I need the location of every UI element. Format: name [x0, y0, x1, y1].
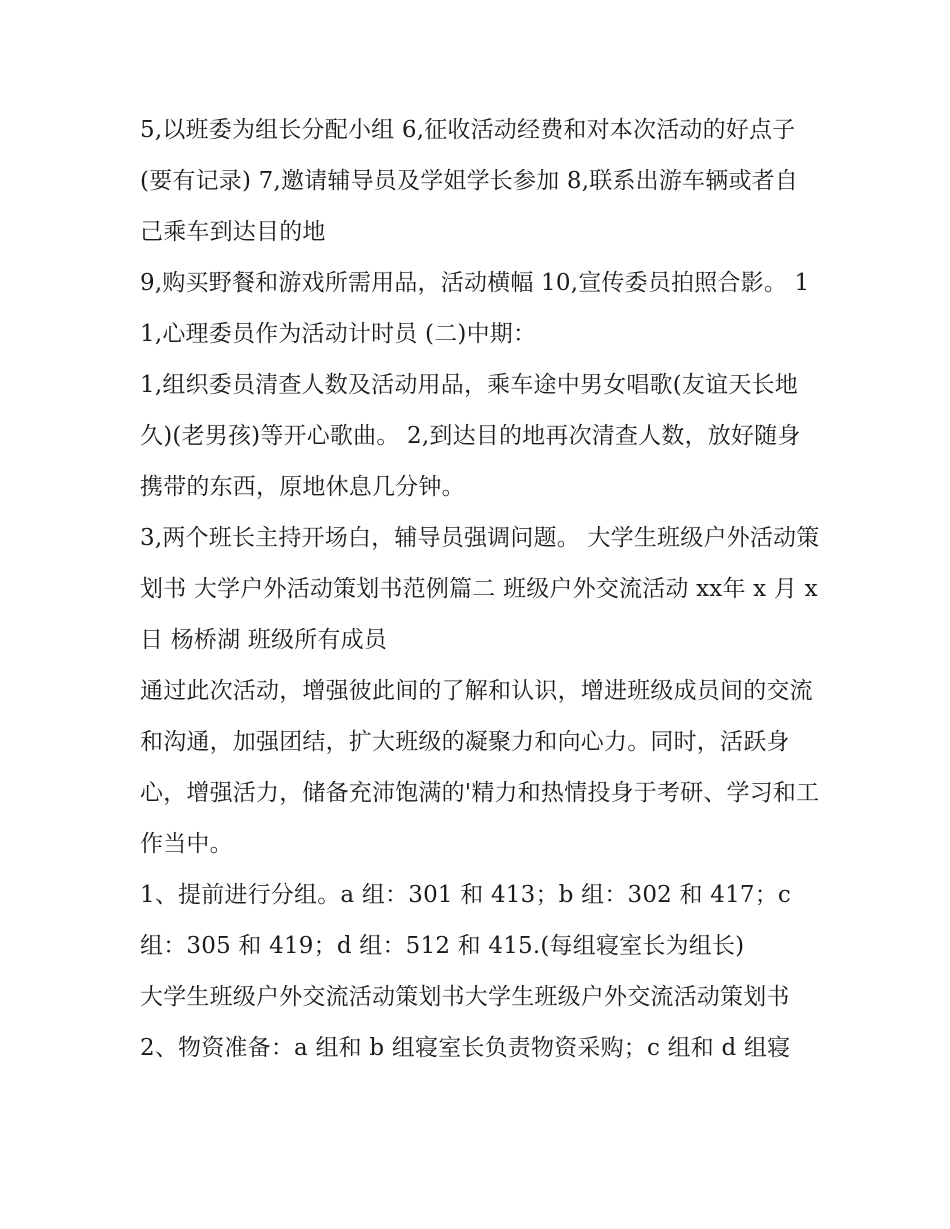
- paragraph-7: 大学生班级户外交流活动策划书大学生班级户外交流活动策划书: [140, 984, 790, 1010]
- paragraph-6: 1、提前进行分组。a 组：301 和 413；b 组：302 和 417；c 组：305 和 419；d 组：512 和 415.(每组寝室长为组长): [140, 882, 792, 959]
- paragraph-2: 9,购买野餐和游戏所需用品，活动横幅 10,宣传委员拍照合影。 11,心理委员作为活动计时员 (二)中期：: [140, 270, 810, 347]
- paragraph-3: 1,组织委员清查人数及活动用品，乘车途中男女唱歌(友谊天长地久)(老男孩)等开心歌曲。 2,到达目的地再次清查人数，放好随身携带的东西，原地休息几分钟。: [140, 372, 801, 500]
- paragraph-1: 5,以班委为组长分配小组 6,征收活动经费和对本次活动的好点子(要有记录) 7,邀请辅导员及学姐学长参加 8,联系出游车辆或者自己乘车到达目的地: [140, 117, 799, 245]
- paragraph-8: 2、物资准备：a 组和 b 组寝室长负责物资采购；c 组和 d 组寝: [140, 1035, 791, 1061]
- paragraph-5: 通过此次活动，增强彼此间的了解和认识，增进班级成员间的交流和沟通，加强团结，扩大班级的凝聚力和向心力。同时，活跃身心，增强活力，储备充沛饱满的'精力和热情投身于考研、学习和工作当中。: [140, 678, 820, 857]
- paragraph-4: 3,两个班长主持开场白，辅导员强调问题。 大学生班级户外活动策划书 大学户外活动策划书范例篇二 班级户外交流活动 xx年 x 月 x 日 杨桥湖 班级所有成员: [140, 525, 820, 653]
- document-body: [140, 105, 820, 1074]
